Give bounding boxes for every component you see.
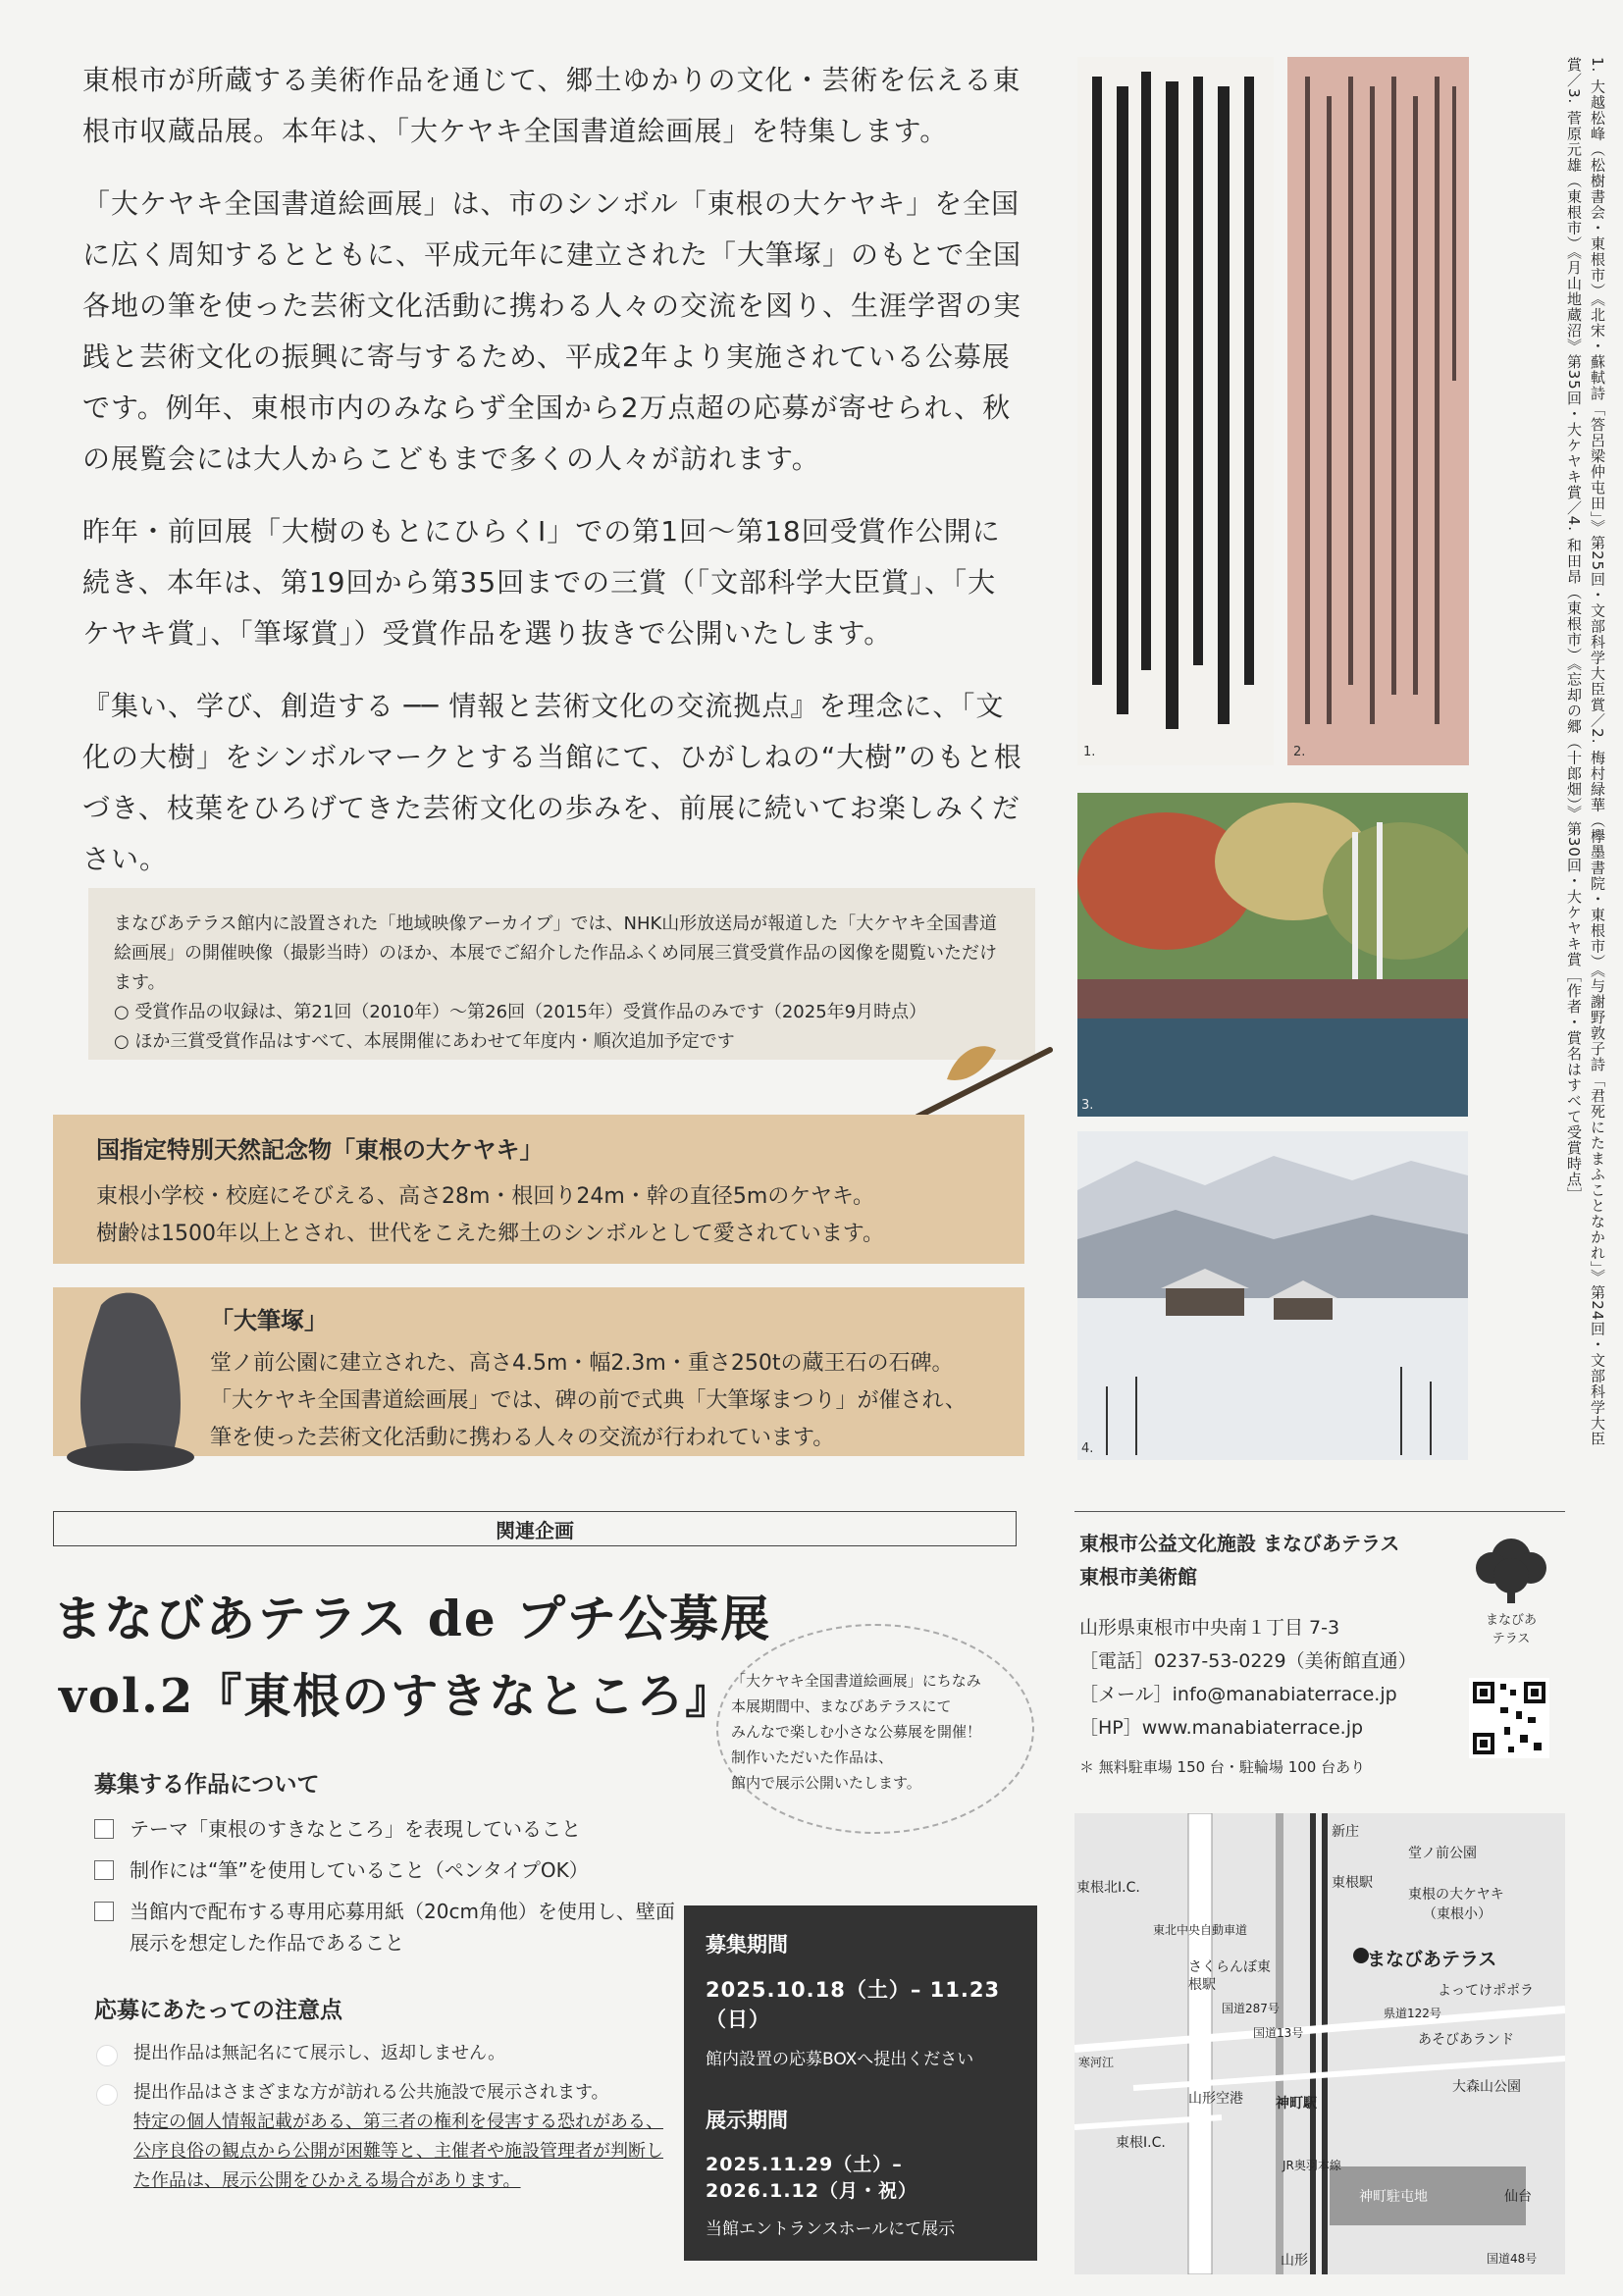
artwork-1-number: 1. <box>1083 745 1096 759</box>
keyaki-line-1: 東根小学校・校庭にそびえる、高さ28m・根回り24m・幹の直径5mのケヤキ。 <box>96 1184 874 1209</box>
artwork-3-painting <box>1077 793 1468 1117</box>
intro-paragraph-1: 東根市が所蔵する美術作品を通じて、郷土ゆかりの文化・芸術を伝える東根市収蔵品展。本年は、「大ケヤキ全国書道絵画展」を特集します。 <box>82 64 1021 147</box>
artworks-caption: 1. 大越松峰（松樹書会・東根市）《北宋・蘇軾詩「答呂梁仲屯田」》第25回・文部科学大臣賞／2. 梅村緑華（欅墨書院・東根市）《与謝野敦子詩「君死にたまふことなかれ」》第24回・文部科学大臣賞／3. 菅原元雄（東根市）《月山地蔵沼》第35回・大ケヤキ賞／4. 和田昂（東根市）《忘却の郷（十郎畑）》第30回・大ケヤキ賞［作者・賞名はすべて受賞時点］ <box>1565 57 1606 1447</box>
checkbox <box>94 1860 114 1880</box>
contest-description-line-4: 制作いただいた作品は、 <box>731 1748 894 1766</box>
map-label-higashine-elementary: （東根小） <box>1423 1906 1492 1922</box>
exhibit-period-dates: 2025.11.29（土）– 2026.1.12（月・祝） <box>706 2154 917 2202</box>
recruit-item: テーマ「東根のすきなところ」を表現していること <box>94 1813 683 1845</box>
intro-text <box>82 55 1024 907</box>
recruit-heading: 募集する作品について <box>94 1772 320 1798</box>
map-label-yamagata-airport: 山形空港 <box>1188 2091 1243 2107</box>
bullet <box>96 2084 118 2106</box>
exhibit-period-note: 当館エントランスホールにて展示 <box>706 2219 956 2239</box>
contest-description-line-1: 「大ケヤキ全国書道絵画展」にちなみ <box>731 1672 981 1690</box>
archive-note <box>88 888 1035 1060</box>
facility-name: 東根市公益文化施設 まなびあテラス <box>1079 1532 1400 1555</box>
map-label-jr-ou-line: JR奥羽本線 <box>1283 2159 1341 2172</box>
exhibit-period-label: 展示期間 <box>706 2109 788 2132</box>
caution-item: 提出作品は無記名にて展示し、返却しません。 <box>94 2039 663 2068</box>
tree-logo-icon <box>1472 1537 1550 1605</box>
recruit-period-label: 募集期間 <box>706 1933 788 1957</box>
map-label-yottekepopora: よってけポポラ <box>1438 1983 1534 1999</box>
facility-info-top-rule <box>1074 1511 1565 1512</box>
recruit-list <box>94 1813 683 1968</box>
keyaki-title: 国指定特別天然記念物「東根の大ケヤキ」 <box>96 1136 544 1164</box>
archive-note-item-1: ○ 受賞作品の収録は、第21回（2010年）〜第26回（2015年）受賞作品のみです（2025年9月時点） <box>114 1002 927 1022</box>
map-label-higashine-station: 東根駅 <box>1332 1875 1373 1891</box>
archive-note-text: まなびあテラス館内に設置された「地域映像アーカイブ」では、NHK山形放送局が報道した「大ケヤキ全国書道絵画展」の開催映像（撮影当時）のほか、本展でご紹介した作品ふくめ同展三賞受賞作品の図像を閲覧いただけます。 <box>114 913 997 993</box>
map-label-sendai: 仙台 <box>1504 2189 1532 2205</box>
stone-monument-icon <box>57 1276 204 1472</box>
artwork-4-painting <box>1077 1131 1468 1460</box>
fudezuka-title: 「大筆塚」 <box>210 1307 328 1334</box>
logo-text: まなびあ テラス <box>1485 1613 1537 1646</box>
checkbox <box>94 1819 114 1839</box>
map-label-manabia-terrace: まなびあテラス <box>1367 1949 1497 1970</box>
map-label-route-48: 国道48号 <box>1487 2252 1538 2266</box>
artwork-2-number: 2. <box>1293 745 1306 759</box>
access-map <box>1074 1813 1565 2274</box>
intro-paragraph-2: 「大ケヤキ全国書道絵画展」は、市のシンボル「東根の大ケヤキ」を全国に広く周知するとともに、平成元年に建立された「大筆塚」のもとで全国各地の筆を使った芸術文化活動に携わる人々の交流を図り、生涯学習の実践と芸術文化の振興に寄与するため、平成2年より実施されている公募展です。例年、東根市内のみならず全国から2万点超の応募が寄せられ、秋の展覧会には大人からこどもまで多くの人々が訪れます。 <box>82 187 1022 475</box>
recruit-period-note: 館内設置の応募BOXへ提出ください <box>706 2050 974 2069</box>
facility-mail[interactable]: ［メール］info@manabiaterrace.jp <box>1079 1684 1397 1705</box>
contest-description-line-5: 館内で展示公開いたします。 <box>731 1774 921 1792</box>
artwork-1-calligraphy <box>1077 57 1274 765</box>
contest-description-line-2: 本展期間中、まなびあテラスにて <box>731 1697 952 1715</box>
recruit-item: 制作には“筆”を使用していること（ペンタイプOK） <box>94 1854 683 1886</box>
checkbox <box>94 1902 114 1921</box>
map-label-jimmachi-camp: 神町駐屯地 <box>1359 2189 1428 2205</box>
facility-address: 山形県東根市中央南１丁目 7-3 <box>1079 1617 1340 1639</box>
facility-tel: ［電話］0237-53-0229（美術館直通） <box>1079 1650 1417 1672</box>
map-label-yamagata: 山形 <box>1281 2253 1308 2269</box>
map-label-donomae-park: 堂ノ前公園 <box>1408 1846 1477 1861</box>
artwork-2-calligraphy <box>1287 57 1469 765</box>
related-section-bar: 関連企画 <box>53 1511 1017 1546</box>
contest-description-line-3: みんなで楽しむ小さな公募展を開催！ <box>731 1723 982 1741</box>
museum-name: 東根市美術館 <box>1079 1565 1197 1589</box>
periods-box <box>684 1905 1037 2261</box>
map-label-sagae: 寒河江 <box>1078 2056 1115 2069</box>
intro-paragraph-4: 『集い、学び、創造する ── 情報と芸術文化の交流拠点』を理念に、「文化の大樹」をシンボルマークとする当館にて、ひがしねの“大樹”のもと根づき、枝葉をひろげてきた芸術文化の歩みを、前展に続いてお楽しみください。 <box>82 690 1022 875</box>
map-label-prefectural-road-122: 県道122号 <box>1384 2007 1441 2020</box>
facility-info <box>1079 1527 1433 1784</box>
contest-description <box>731 1668 1025 1796</box>
artwork-3-number: 3. <box>1081 1098 1094 1113</box>
fudezuka-line-3: 筆を使った芸術文化活動に携わる人々の交流が行われています。 <box>210 1426 835 1450</box>
parking-note: ＊ 無料駐車場 150 台・駐輪場 100 台あり <box>1079 1758 1366 1776</box>
keyaki-line-2: 樹齢は1500年以上とされ、世代をこえた郷土のシンボルとして愛されています。 <box>96 1222 885 1246</box>
map-label-asobia-land: あそびあランド <box>1418 2032 1514 2048</box>
recruit-item: 当館内で配布する専用応募用紙（20cm角他）を使用し、壁面展示を想定した作品であること <box>94 1896 683 1958</box>
map-label-okeyaki: 東根の大ケヤキ <box>1408 1887 1504 1903</box>
map-label-omoriyama-park: 大森山公園 <box>1452 2079 1521 2095</box>
intro-paragraph-3: 昨年・前回展「大樹のもとにひらくⅠ」での第1回〜第18回受賞作公開に続き、本年は、第19回から第35回までの三賞（「文部科学大臣賞」、「大ケヤキ賞」、「筆塚賞」）受賞作品を選り抜きで公開いたします。 <box>82 515 1001 650</box>
artwork-4-number: 4. <box>1081 1441 1094 1456</box>
map-label-higashine-kita-ic: 東根北I.C. <box>1076 1880 1140 1896</box>
keyaki-info-box <box>53 1115 1024 1264</box>
archive-note-item-2: ○ ほか三賞受賞作品はすべて、本展開催にあわせて年度内・順次追加予定です <box>114 1031 735 1052</box>
fudezuka-line-2: 「大ケヤキ全国書道絵画展」では、碑の前で式典「大筆塚まつり」が催され、 <box>210 1388 967 1413</box>
map-label-jimmachi-station: 神町駅 <box>1276 2096 1317 2112</box>
facility-hp[interactable]: ［HP］www.manabiaterrace.jp <box>1079 1717 1364 1739</box>
recruit-period-dates: 2025.10.18（土）– 11.23（日） <box>706 1978 1001 2031</box>
qr-code-icon[interactable] <box>1469 1678 1549 1758</box>
map-label-shinjo: 新庄 <box>1332 1824 1359 1840</box>
map-label-route-13: 国道13号 <box>1253 2026 1304 2040</box>
contest-title-line-1: まなびあテラス de プチ公募展 <box>53 1590 772 1647</box>
caution-heading: 応募にあたっての注意点 <box>94 1998 342 2023</box>
brush-illustration <box>908 1011 1055 1119</box>
map-label-tohoku-chuo-expressway: 東北中央自動車道 <box>1153 1923 1248 1937</box>
map-label-route-287: 国道287号 <box>1222 2002 1280 2015</box>
fudezuka-line-1: 堂ノ前公園に建立された、高さ4.5m・幅2.3m・重さ250tの蔵王石の石碑。 <box>210 1351 954 1376</box>
caution-item: 提出作品はさまざまな方が訪れる公共施設で展示されます。 特定の個人情報記載がある、第三者の権利を侵害する恐れがある、公序良俗の観点から公開が困難等と、主催者や施設管理者が判断した作品は、展示公開をひかえる場合があります。 <box>94 2078 663 2196</box>
map-label-sakuranbo-station: さくらんぼ東根駅 <box>1188 1959 1271 1993</box>
caution-list <box>94 2039 663 2206</box>
map-label-higashine-ic: 東根I.C. <box>1116 2135 1166 2151</box>
bullet <box>96 2045 118 2066</box>
contest-title-line-2: vol.2『東根のすきなところ』 <box>59 1669 735 1724</box>
